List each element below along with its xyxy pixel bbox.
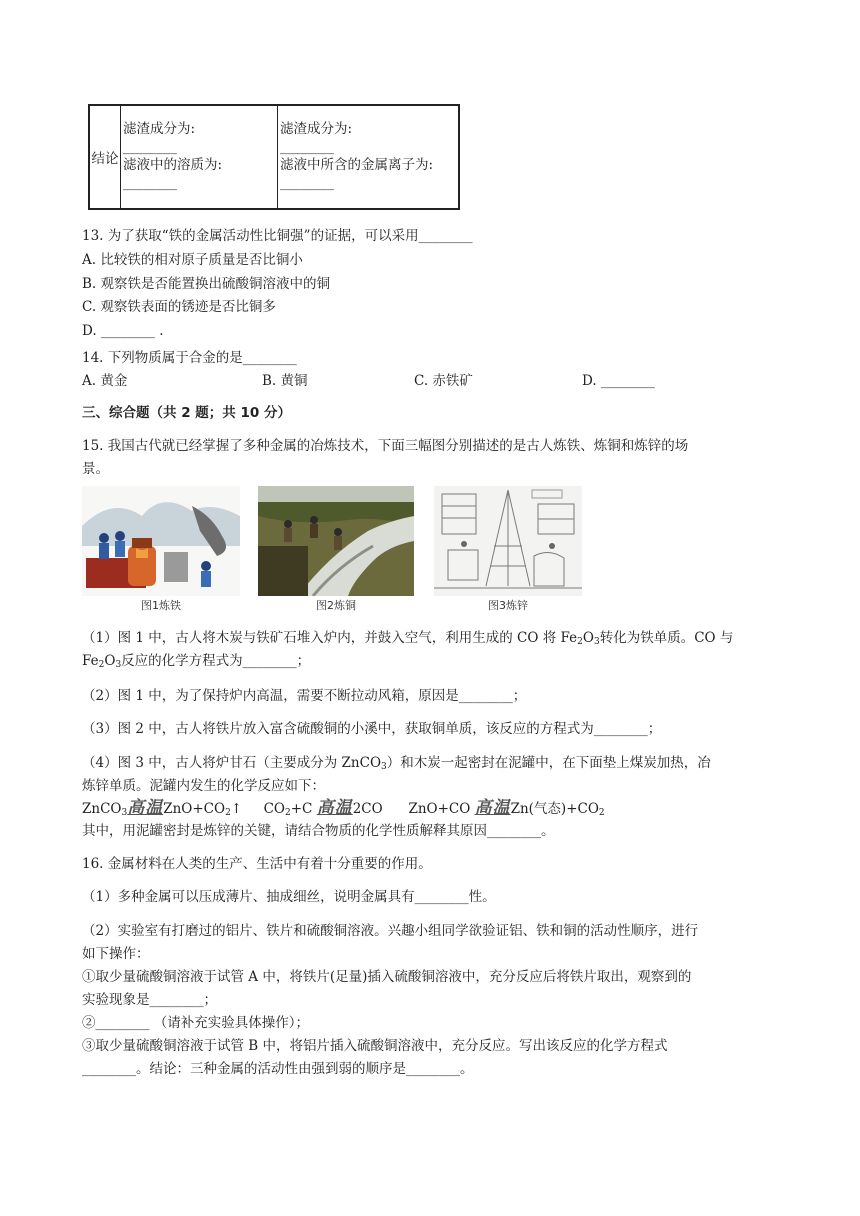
eq2-reactant-b: +C [290, 801, 313, 817]
cell-right-line3: 滤液中所含的金属离子为: [280, 157, 434, 173]
q16-step1-line2: 实验现象是________； [82, 992, 217, 1008]
cell-right-line2: ________ [280, 139, 334, 155]
q16-stem: 16. 金属材料在人类的生产、生活中有着十分重要的作用。 [82, 856, 432, 872]
figure-2-caption: 图2炼铜 [316, 599, 356, 612]
q15-sub4-line2: 炼锌单质。泥罐内发生的化学反应如下： [82, 778, 325, 794]
eq3-condition: 高温 [474, 798, 511, 818]
cell-left-line3: 滤液中的溶质为: [123, 157, 223, 173]
figure-3-caption: 图3炼锌 [488, 599, 528, 612]
q14-option-d: D. ________ [582, 373, 655, 389]
figure-copper-smelting [258, 486, 414, 612]
q16-step3-line2: ________。结论：三种金属的活动性由强到弱的顺序是________。 [82, 1061, 474, 1077]
q14-option-b: B. 黄铜 [262, 373, 308, 389]
q15-sub4-last: 其中，用泥罐密封是炼锌的关键，请结合物质的化学性质解释其原因________。 [82, 823, 555, 839]
eq1-condition: 高温 [127, 798, 164, 818]
q16-sub2-line1: （2）实验室有打磨过的铝片、铁片和硫酸铜溶液。兴趣小组同学欲验证铝、铁和铜的活动性顺序，进行 [82, 923, 699, 939]
q13-option-d: D. ________ . [82, 323, 164, 339]
q13-option-b: B. 观察铁是否能置换出硫酸铜溶液中的铜 [82, 276, 331, 292]
q13-stem: 13. 为了获取“铁的金属活动性比铜强”的证据，可以采用________ [82, 228, 473, 244]
cell-right-line4: ________ [280, 175, 334, 191]
q13-option-c: C. 观察铁表面的锈迹是否比铜多 [82, 299, 276, 315]
q15-sub1-fe: Fe [82, 653, 99, 669]
cell-left-line4: ________ [123, 175, 177, 191]
eq2-condition: 高温 [316, 798, 353, 818]
q14-stem: 14. 下列物质属于合金的是________ [82, 350, 297, 366]
table-cell-left [121, 105, 278, 209]
zinc-smelting-illustration [434, 486, 582, 596]
q15-sub1-line2: $Fe_2O_3$反应的化学方程式为________； [82, 653, 311, 670]
section-heading: 三、综合题（共 2 题；共 10 分） [82, 405, 291, 421]
cell-left-line1: 滤渣成分为: [123, 121, 196, 137]
figure-zinc-smelting [434, 486, 582, 612]
eq3-reactant: ZnO+CO [408, 801, 471, 817]
q15-sub4-text: （4）图 3 中，古人将炉甘石（主要成分为 ZnCO [82, 755, 382, 771]
figure-1-caption: 图1炼铁 [141, 599, 181, 612]
q16-sub1: （1）多种金属可以压成薄片、抽成细丝，说明金属具有________性。 [82, 889, 496, 905]
q14-option-c: C. 赤铁矿 [414, 373, 473, 389]
q15-sub1-tail: 转化为铁单质。CO 与 [599, 630, 734, 646]
eq1-arrow: ↑ [230, 801, 243, 817]
eq2-reactant: CO [263, 801, 285, 817]
eq3-product: Zn(气态)+CO [510, 801, 599, 817]
q15-sub1-line1: （1）图 1 中，古人将木炭与铁矿石堆入炉内，并鼓入空气，利用生成的 CO 将 $Fe_2O_3$转化为铁单质。CO 与 [82, 630, 734, 647]
q15-stem-line2: 景。 [82, 461, 109, 477]
conclusion-table [88, 104, 460, 210]
q16-sub2-line2: 如下操作： [82, 946, 150, 962]
q15-sub1-text: （1）图 1 中，古人将木炭与铁矿石堆入炉内，并鼓入空气，利用生成的 CO 将 Fe [82, 630, 578, 646]
q14-option-a: A. 黄金 [82, 373, 128, 389]
iron-smelting-illustration [82, 486, 240, 596]
table-cell-right [278, 105, 460, 209]
q15-sub4-line1: （4）图 3 中，古人将炉甘石（主要成分为 ZnCO$_3$）和木炭一起密封在泥罐中，在下面垫上煤炭加热，冶 [82, 755, 711, 772]
eq2-product: 2CO [352, 801, 383, 817]
q16-step1-line1: ①取少量硫酸铜溶液于试管 A 中，将铁片(足量)插入硫酸铜溶液中，充分反应后将铁片取出，观察到的 [82, 969, 692, 985]
eq1-product: ZnO+CO [163, 801, 226, 817]
equations-line: ZnCO$_3$高温$ZnO+CO_2↑$ $CO_2+C$ 高温2CO ZnO+CO 高温Zn(气态)$+CO_2$ [82, 798, 605, 818]
figure-iron-smelting [82, 486, 240, 612]
cell-left-line2: ________ [123, 139, 177, 155]
q16-step3-line1: ③取少量硫酸铜溶液于试管 B 中，将铝片插入硫酸铜溶液中，充分反应。写出该反应的化学方程式 [82, 1038, 668, 1054]
cell-right-line1: 滤渣成分为: [280, 121, 353, 137]
q15-sub4-tail: ）和木炭一起密封在泥罐中，在下面垫上煤炭加热，冶 [386, 755, 711, 771]
q15-sub1-rest: 反应的化学方程式为________； [121, 653, 311, 669]
eq1-reactant: ZnCO [82, 801, 122, 817]
q15-stem-line1: 15. 我国古代就已经掌握了多种金属的冶炼技术，下面三幅图分别描述的是古人炼铁、炼铜和炼锌的场 [82, 438, 689, 454]
q16-step2: ②________ （请补充实验具体操作）； [82, 1015, 310, 1031]
q15-sub2: （2）图 1 中，为了保持炉内高温，需要不断拉动风箱，原因是________； [82, 688, 527, 704]
q13-option-a: A. 比较铁的相对原子质量是否比铜小 [82, 252, 303, 268]
q15-sub3: （3）图 2 中，古人将铁片放入富含硫酸铜的小溪中，获取铜单质，该反应的方程式为________； [82, 721, 662, 737]
table-row-label [89, 105, 121, 209]
copper-smelting-illustration [258, 486, 414, 596]
row-label-text: 结论 [91, 151, 119, 167]
